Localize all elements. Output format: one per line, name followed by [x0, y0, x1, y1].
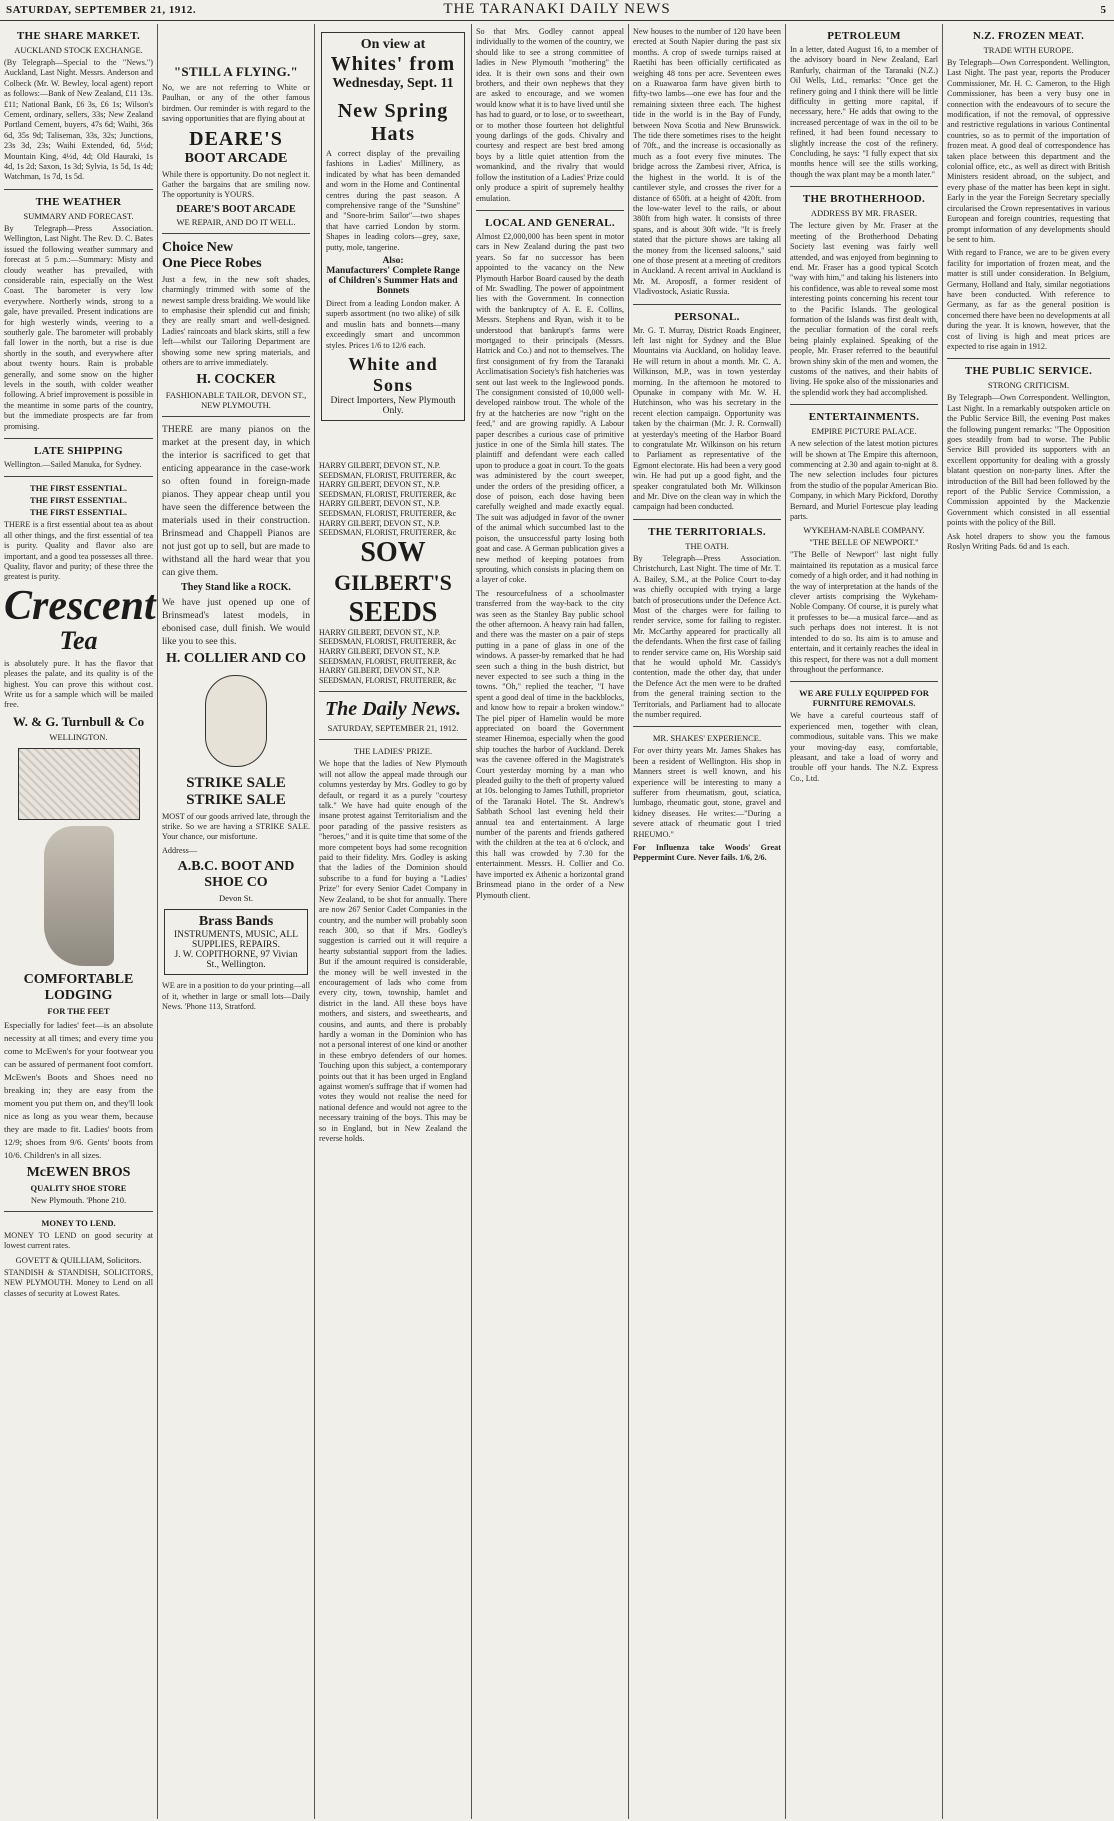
abc-address: Devon St. — [219, 893, 253, 904]
essential-line: THE FIRST ESSENTIAL. — [30, 483, 127, 494]
masthead — [0, 0, 1114, 21]
gilberts-label: GILBERT'S — [334, 569, 452, 595]
mcewen-address: New Plymouth. 'Phone 210. — [30, 1194, 127, 1205]
hats-line-2: Hats — [371, 123, 415, 145]
news-notes-text: New houses to the number of 120 have been erected at South Napier during the past six months. A crop of swede turnips raised at Raetihi has been officially certificated as weighing 48 tons per acre. Seventeen ewes on a Ruawaroa farm have given birth to fifty-two lambs—one ewe has four and the remaining sixteen three each. The highest tide in the world is in the Bay of Fundy, between Nova Scotia and New Brunswick. The tide there sometimes rises to the height of 70ft., and the increase is occasionally as much as a foot every five minutes. The bridge across the Zambesi river, Africa, is the highest in the world. It is of the cantilever style, and crosses the river for a distance of 650ft. at a height of 420ft. from the low-water level to the rails, or about 380ft from high water. It consists of three spans, and is about 30ft wide. "It is freely stated that the picture shows are taking all the money from the licensed saloons," said one of those present at a meeting of creditors in Auckland. A recent arrival in Auckland is Mr. M. Aroposff, a former resident of Vladivostock, Asiatic Russia. — [633, 27, 781, 297]
column-4 — [472, 24, 628, 1819]
also-text: Manufacturers' Complete Range of Children's Summer Hats and Bonnets — [326, 266, 460, 297]
weather-text: By Telegraph—Press Association. Wellington, Last Night. The Rev. D. C. Bates issued the following weather summary and forecast at 5 p.m.:—Summary: Misty and cloudy weather has prevailed, with considerable rain, especially on the West Coast. The barometer is very low everywhere. Northerly winds, strong to a gale, have prevailed. Present indications are for high westerly winds, veering to a southerly gale. The barometer will probably fall lower in the north, but a rise is due shortly in the south, and everywhere after about twenty hours. Rain is probable generally, and some snow on the higher levels in the south, with colder weather following. A brief improvement is possible in the meantime in some parts of the country, but the immediate prospects are far from promising. — [4, 223, 153, 431]
money-text: MONEY TO LEND on good security at lowest current rates. — [4, 1230, 153, 1251]
white-sons-name: White and Sons — [348, 354, 438, 396]
issue-date: SATURDAY, SEPTEMBER 21, 1912. — [6, 4, 197, 16]
strike-heading-2: STRIKE SALE — [186, 791, 286, 808]
cocker-name: H. COCKER — [196, 371, 276, 387]
weather-subheading: SUMMARY AND FORECAST. — [23, 210, 134, 221]
petroleum-text: In a letter, dated August 16, to a member of the advisory board in New Zealand, Earl Ranfurly, chairman of the Taranaki (N.Z.) Oil Wells, Ltd., remarks: "Once get the refinery going and I think there will be little difficulty in getting more capital, if necessary, here." He adds that owing to the increased percentage of wax in the oil to be refined, it had been found necessary to slightly increase the cost of the refinery. Concluding, he says: "I fully expect that six months hence will see the stills working, though the wax plant may be a month later." — [790, 45, 938, 179]
frozen-meat-subheading: TRADE WITH EUROPE. — [983, 45, 1074, 55]
brass-firm: J. W. COPITHORNE, 97 Vivian St., Wellington. — [174, 950, 298, 971]
essential-text: THERE is a first essential about tea as about all other things, and the first essential of tea is purity. Quality and flavor also are important, and a good tea possesses all three. Quality, flavor and purity; of these three the greatest is purity. — [4, 520, 153, 582]
oath-subheading: THE OATH. — [685, 540, 729, 551]
pianos-text: THERE are many pianos on the market at the present day, in which the interior is sacrificed to get that enticing appearance in the case-work so often found in foreign-made pianos. They appear cheap until you have seen the difference between the materials used in their construction. Brinsmead and Chappell Pianos are not just got up to sell, but are made to withstand all the hard wear that you can give them. — [162, 423, 310, 578]
newport-text: "The Belle of Newport" last night fully maintained its reputation as a musical farce comedy of a high order, and it had nothing in the way of interpretation at the hands of the clever artists comprising the Wykeham-Noble Company. Of course, it is purely what it professes to be—a musical farce—and as such perhaps does not interest. It is not intended to do so. Its aim is to amuse and entertain, and it certainly reaches the ideal in this respect, for there was not a dull moment throughout the performance. — [790, 550, 938, 674]
column-3 — [315, 24, 471, 1819]
newport-subheading: "THE BELLE OF NEWPORT." — [809, 537, 919, 548]
also-text-2: Direct from a leading London maker. A superb assortment (no two alike) of silk and muslin hats and bonnets—many exceedingly smart and uncommon styles. Prices 1/6 to 12/6 each. — [326, 299, 460, 350]
personal-text: Mr. G. T. Murray, District Roads Engineer, left last night for Sydney and the Blue Mountains via Auckland, on holiday leave. He will return in about a month. Mr. C. A. Wilkinson, M.P., was in town yesterday morning. In the afternoon he motored to Opunake in company with Mr. W. H. Hutchinson, who was his secretary in the recent election campaign. Opportunity was taken by the chairman (Mr. J. R. Cornwall) at yesterday's meeting of the Harbor Board to congratulate Mr. Wilkinson on his return to Parliament as representative of the Egmont electorate. His had been a very good win. He had put up a good fight, and the speaker congratulated both Mr. Wilkinson and Mr. Dive on the clean way in which the campaign had been conducted. — [633, 325, 781, 512]
entertainments-heading: ENTERTAINMENTS. — [808, 411, 920, 424]
column-7 — [943, 24, 1114, 1819]
deare-heading: DEARE'S — [189, 127, 283, 150]
public-service-subheading: STRONG CRITICISM. — [987, 380, 1070, 391]
column-6 — [786, 24, 942, 1819]
strike-heading-1: STRIKE SALE — [186, 774, 286, 791]
brotherhood-text: The lecture given by Mr. Fraser at the meeting of the Brotherhood Debating Society last evening was fairly well attended, and was enjoyed from beginning to end. Mr. Fraser has a good typical Scotch "way with him," and taking his listeners into his confidence, was able to reveal some most interesting points concerning his recent tour to the Pacific Islands. The geological formation of the Islands was first dealt with, the peculiar formation of the coral reefs being plainly explained. Speaking of the people, Mr. Fraser referred to the beautiful brown shiny skin of the men and women, the customs of the natives, and their habits of living. He spoke also of the missionaries and the splendid work they had accomplished. — [790, 221, 938, 397]
shakes-text: For over thirty years Mr. James Shakes has been a resident of Wellington. His shop in Manners street is well known, and his experience will be interesting to many a sufferer from rheumatism, gout, sciatica, lumbago, rheumatic gout, stone, gravel and kidney diseases. He writes:—"During a severe attack of rheumatic gout I tried RHEUMO." — [633, 746, 781, 839]
influenza-ad: For Influenza take Woods' Great Peppermint Cure. Never fails. 1/6, 2/6. — [633, 843, 781, 863]
strike-text: MOST of our goods arrived late, through the strike. So we are having a STRIKE SALE. Your chance, our misfortune. — [162, 811, 310, 842]
crescent-wordmark: Crescent — [4, 582, 156, 629]
brass-heading: Brass Bands — [198, 914, 274, 930]
lodging-line-3: FOR THE FEET — [47, 1005, 110, 1016]
robes-line-1: Choice New — [162, 239, 234, 255]
view-line-3: Wednesday, Sept. 11 — [332, 76, 454, 91]
mcewen-name: McEWEN BROS — [26, 1164, 131, 1180]
cocker-subtitle: FASHIONABLE TAILOR, DEVON ST., NEW PLYMOUTH. — [165, 389, 307, 410]
deare-text: While there is opportunity. Do not neglect it. Gather the bargains that are smiling now. The opportunity is YOURS. — [162, 169, 310, 200]
personal-heading: PERSONAL. — [674, 310, 740, 323]
local-general-text: Almost £2,000,000 has been spent in motor cars in New Zealand during the past two years. So far no successor has been appointed to the vacancy on the New Plymouth Harbor Board caused by the death of Mr. Swadling. The power of appointment lies with the Government. In connection with the bankruptcy of A. E. E. Collins, Messrs. Stephens and Ryan, wish it to be understood that bankrupt's farms were mortgaged to their principals (Messrs. Hatrick and Co.) and not to themselves. The first consignment of fry from the Taranaki Acclimatisation Society's fish hatcheries was sent out last week to the Inglewood ponds. The consignment consisted of 10,000 well-developed rainbow trout. The whole of the fry at the hatcheries are now "right on the feed," and are growing rapidly. A Labour paper describes a curious case of primitive justice in one of the Simla hill states. The plaintiff and defendant were each called upon to produce a goat in court. To the goats was administered by the court sweeper, under the orders of the presiding officer, a dose of poison, each dose having been carefully weighed and made exactly equal. The suit was adjudged in favor of the owner of the animal which succumbed last to the poison, the unsuccessful party losing both goat and case. A German publication gives a new method of keeping potatoes from sprouting, which consists in placing them on a layer of coke. — [476, 231, 624, 585]
deare-repeat: DEARE'S BOOT ARCADE — [176, 203, 296, 215]
harry-line: HARRY GILBERT, DEVON ST., N.P. SEEDSMAN, FLORIST, FRUITERER, &c — [319, 666, 457, 685]
harry-line: HARRY GILBERT, DEVON ST., N.P. SEEDSMAN, FLORIST, FRUITERER, &c — [319, 518, 457, 538]
also-heading: Also: — [382, 256, 404, 267]
deare-repair: WE REPAIR, AND DO IT WELL. — [176, 216, 296, 227]
brass-band-ad — [164, 909, 308, 975]
daily-news-date: SATURDAY, SEPTEMBER 21, 1912. — [327, 723, 459, 734]
public-service-heading: THE PUBLIC SERVICE. — [964, 365, 1093, 378]
column-5 — [629, 24, 785, 1819]
arcade-heading: BOOT ARCADE — [184, 150, 288, 166]
harry-line: HARRY GILBERT, DEVON ST., N.P. SEEDSMAN, FLORIST, FRUITERER, &c — [319, 499, 457, 519]
column-1 — [0, 24, 157, 1819]
tea-wordmark: Tea — [59, 625, 98, 655]
money-heading: MONEY TO LEND. — [41, 1217, 116, 1228]
shipping-heading: LATE SHIPPING — [34, 445, 123, 457]
crescent-text: is absolutely pure. It has the flavor that pleases the palate, and its quality is of the highest. You can prove this without cost. Write us for a sample which will be mailed free. — [4, 658, 153, 710]
money-firm: GOVETT & QUILLIAM, Solicitors. — [15, 1254, 142, 1265]
abc-name: A.B.C. BOOT AND SHOE CO — [177, 859, 295, 891]
removals-text: We have a careful courteous staff of experienced men, together with clean, commodious, suitable vans. This we make your moving-day easy, comfortable, pleasant, and take a load of worry and trouble off your hands. The N.Z. Express Co., Ltd. — [790, 711, 938, 783]
pianos-text-2: We have just opened up one of Brinsmead's latest models, in ebonised case, dull finish. We would like you to see this. — [162, 596, 310, 647]
gilbert-ad — [319, 461, 467, 685]
prize-text: We hope that the ladies of New Plymouth will not allow the appeal made through our columns yesterday by Mrs. Godley to go by default, or regard it as a purely "courtesy talk." We have had quite enough of the insane protest against Territorialism and the poor parading of the passive resisters as "heroes," and it is quite time that some of the more competent boys had some recognition paid to their fidelity. Mrs. Godley is asking that the ladies of the Dominion should subscribe to a fund for buying a "Ladies' Prize" for every Senior Cadet Company in New Zealand, to be shot for annually. There are now 267 Senior Cadet Companies in the country, and the number will probably soon reach 300, so that if Mrs. Godley's suggestion is carried out it will require a hearty substantial support from the ladies. But if the amount required is considerable, the money will be well invested in the encouragement of lads who come from every city, town, township, hamlet and district in the land. All these boys have mothers, and sisters, and sweethearts, and cousins, and aunts, and there is probably hardly a woman in the Dominion who has not a personal interest of one kind or another in these embryo defenders of our homes. Touching upon this subject, a contemporary points out that it has been urged in England against women's suffrage that if women had votes they would not realise the need for national defence and would not agree to the necessary training of the boys. This may be so in England, but in New Zealand the reverse holds. — [319, 759, 467, 1144]
removals-heading: WE ARE FULLY EQUIPPED FOR FURNITURE REMOVALS. — [799, 688, 929, 709]
wykeham-subheading: WYKEHAM-NABLE COMPANY. — [803, 525, 925, 536]
robes-text: Just a few, in the new soft shades, charmingly trimmed with some of the newest sample dress braiding. We would like to emphasise their splendid cut and finish; they are really smart and well-designed. Ladies' raincoats and black skirts, still a few left—whilst our Tailoring Department are showing some new spring materials, and others are to arrive immediately. — [162, 274, 310, 368]
view-line-2: Whites' from — [330, 53, 456, 75]
flying-text: No, we are not referring to White or Paulhan, or any of the other famous birdmen. Our reminder is with regard to the saving opportunities that are flying about at — [162, 83, 310, 124]
harry-line: HARRY GILBERT, DEVON ST., N.P. SEEDSMAN, FLORIST, FRUITERER, &c — [319, 647, 457, 666]
godley-text: So that Mrs. Godley cannot appeal individually to the women of the country, we should like to see a strong committee of ladies in New Plymouth "mothering" the idea. It is their own sons and their own brothers, and their own nephews that they are asked to encourage, and we women would know what it is to have lived until she has had to guard, or to lose, or to sweetheart, or to mother those fourteen hot delightful young darlings of the gods. Chivalry and courtesy and respect are best bred among boys by a little quiet attention from the womankind, and the rivalry that would follow the institution of a Ladies' Prize could only produce a spirit of supremely healthy emulation. — [476, 27, 624, 203]
robes-line-2: One Piece Robes — [162, 255, 262, 271]
column-2 — [158, 24, 314, 1819]
view-line-1: On view at — [360, 37, 426, 52]
newspaper-title: THE TARANAKI DAILY NEWS — [443, 1, 671, 17]
rock-line: They Stand like a ROCK. — [181, 581, 291, 593]
daily-news-masthead: The Daily News. — [324, 698, 462, 721]
territorials-text: By Telegraph—Press Association. Christchurch, Last Night. The time of Mr. T. A. Bailey, S.M., at the Police Court to-day was chiefly occupied with trying a large batch of prosecutions under the Defence Act. Most of the charges were for failing to render service, some for failing to register. Mr. McCarthy appeared for practically all the defendants. When the first case of failing to render service came on, His Worship said that he would uphold Mr. Cassidy's contention, made the other day, that under the Defence Act the men were to be drafted from the general training section to the Territorials, and Parliament had to allocate the number required. — [633, 553, 781, 719]
turnbull-name: W. & G. Turnbull & Co — [12, 713, 145, 729]
empire-subheading: EMPIRE PICTURE PALACE. — [811, 426, 917, 437]
boy-illustration — [205, 675, 267, 767]
standish-text: STANDISH & STANDISH, SOLICITORS, NEW PLYMOUTH. Money to Lend on all classes of security at Lowest Rates. — [4, 1267, 153, 1298]
hats-text: A correct display of the prevailing fashions in Ladies' Millinery, as indicated by what has been demanded and worn in the Home and Continental centres during the past season. A comprehensive range of the "Sunshine" and "Snore-brim Sailor"—two shapes that have carried London by storm. Shapes in leading colors—grey, saxe, putty, mole, tangerine. — [326, 149, 460, 252]
territorials-heading: THE TERRITORIALS. — [648, 525, 766, 538]
collier-name: H. COLLIER AND CO — [165, 650, 307, 666]
brotherhood-heading: THE BROTHERHOOD. — [802, 193, 926, 206]
flying-heading: "STILL A FLYING." — [173, 64, 299, 79]
page-number: 5 — [1100, 4, 1106, 16]
white-sons-subtitle: Direct Importers, New Plymouth Only. — [330, 396, 456, 417]
lodging-line-1: COMFORTABLE — [23, 971, 134, 987]
lodging-text: Especially for ladies' feet—is an absolute necessity at all times; and every time you come to McEwen's for your footwear you can be assured of permanent foot comfort. McEwen's Boots and Shoes need no breaking in; they are easy from the moment you put them on, and they'll look nice as long as you wear them, because they are made to fit. Ladies' boots from 12/9; shoes from 9/6. Gents' boots from 10/6. Children's in all sizes. — [4, 1019, 153, 1160]
printing-text: WE are in a position to do your printing—all of it, whether in large or small lots—Daily News. 'Phone 113, Stratford. — [162, 981, 310, 1011]
weather-heading: THE WEATHER — [35, 195, 122, 208]
harry-line: HARRY GILBERT, DEVON ST., N.P. SEEDSMAN, FLORIST, FRUITERER, &c — [319, 627, 457, 647]
harry-line: HARRY GILBERT, DEVON ST., N.P. SEEDSMAN, FLORIST, FRUITERER, &c — [319, 480, 457, 499]
crescent-tea-logo — [4, 582, 156, 656]
brass-subtitle: INSTRUMENTS, MUSIC, ALL SUPPLIES, REPAIRS. — [173, 930, 299, 951]
frozen-meat-text-2: With regard to France, we are to be given every facility for importation of frozen meat, and the matter is still under consideration. In Belgium, Germany, Holland and Italy, similar negotiations have been conducted. With reference to Germany, as far as the general position is concerned there have been no developments at all during the year. It is known, however, that the cost of living is high and meat prices are expected to rise again in 1912. — [947, 248, 1110, 351]
prize-heading: THE LADIES' PRIZE. — [353, 746, 433, 757]
lodging-line-2: LODGING — [44, 987, 113, 1003]
share-market-text: (By Telegraph—Special to the "News.") Auckland, Last Night. Messrs. Anderson and Colbeck (Mr. W. Bewley, local agent) report as follows:—Bank of New Zealand, £11 13s. £11; National Bank, £6 3s, £6 1s; Wilson's Cement, ordinary, sellers, 33s; New Zealand Portland Cement, buyers, 47s 6d; Waihi, 36s 6d, 35s 9d; Taliseman, 33s, 32s; Junctions, 23s 3d, 23s; Waihi Extended, 6d, 5½d; Mountain King, 4½d, 4d; Old Hauraki, 1s 4d, 1s 2d; Saxon, 1s 3d; Sylvia, 1s 5d, 1s 4d; Watchman, 1s 7d, 1s 5d. — [4, 58, 153, 182]
empire-text: A new selection of the latest motion pictures will be shown at The Empire this afternoon, commencing at 2.30 and again to-night at 8. The new selection includes four pictures from the studio of the popular American Bio. Company, in which Mary Pickford, Dorothy Bernard, and Muriel Fortescue play leading parts. — [790, 439, 938, 522]
tea-packet-illustration — [18, 748, 140, 820]
local-general-heading: LOCAL AND GENERAL. — [485, 216, 615, 229]
mcewen-subtitle: QUALITY SHOE STORE — [30, 1182, 127, 1193]
turnbull-city: WELLINGTON. — [49, 731, 108, 742]
hats-line-1: New Spring — [337, 100, 449, 122]
shakes-heading: MR. SHAKES' EXPERIENCE. — [652, 733, 762, 744]
share-market-subheading: AUCKLAND STOCK EXCHANGE. — [14, 45, 143, 55]
sow-label: SOW — [360, 536, 426, 568]
petroleum-heading: PETROLEUM — [827, 30, 901, 42]
frozen-meat-heading: N.Z. FROZEN MEAT. — [972, 30, 1085, 42]
writing-pads-ad: Ask hotel drapers to show you the famous Roslyn Writing Pads. 6d and 1s each. — [947, 531, 1110, 552]
frozen-meat-text: By Telegraph—Own Correspondent. Wellington, Last Night. The past year, reports the Producer Commissioner, Mr. H. C. Cameron, to the High Commissioner, has been a very busy one in connection with the endeavours of to secure the modification, if not the removal, of oppressive and restrictive regulations in various Continental countries, so as to permit of the importation of frozen meat. A good deal of correspondence has taken place between this department and the colonial office, etc., as well as direct with British Ministers resident abroad, on the subject, and every phase of the matter has been kept in sight. Early in the year the Foreign Secretary specially circularised the Crown representatives in various European and foreign countries, requesting that prompt information of any developments should be sent to him. — [947, 58, 1110, 244]
seeds-label: SEEDS — [348, 596, 438, 628]
harry-line: HARRY GILBERT, DEVON ST., N.P. SEEDSMAN, FLORIST, FRUITERER, &c — [319, 461, 457, 480]
boot-illustration — [44, 826, 114, 966]
share-market-heading: THE SHARE MARKET. — [16, 30, 141, 42]
whites-ad — [321, 32, 465, 421]
essential-line: THE FIRST ESSENTIAL. — [30, 507, 127, 518]
public-service-text: By Telegraph—Own Correspondent. Wellington, Last Night. In a remarkably outspoken article on the Public Service Bill, the evening Post makes the following pungent remarks: "The Opposition goes steadily from bad to worse. The Public Service Bill provided its supporters with an excellent opportunity for dealing with a grossly blatant question on non-party lines. After the introduction of the Bill had been followed by the report of the Public Service Commission, a Commission appointed by the Mackenzie Government which consisted in all essential points with the policy of the Bill. — [947, 393, 1110, 528]
brotherhood-subheading: ADDRESS BY MR. FRASER. — [810, 208, 918, 219]
strike-address: Address— — [162, 845, 198, 855]
shipping-text: Wellington.—Sailed Manuka, for Sydney. — [4, 460, 142, 469]
local-general-text-2: The resourcefulness of a schoolmaster transferred from the way-back to the city was seen as the Stanley Bay public school the other afternoon. A heavy rain had fallen, and there was the master on a pair of steps putting in a pane of glass in one of the windows. A passer-by remarked that he had seen such a thing in the bush district, but never expected to see such a thing in the towns. "Oh," replied the teacher, "I have spent a good deal of time in the backblocks, and know how to repair a broken window." The piel piper of Hamelin would be more appreciated on board the Government steamer Hinemoa, especially when the good ship touches the harbor of Auckland. Derek was the cavenee offered in the Magistrate's Court yesterday morning by a man who pleaded guilty to the theft of property valued at 10s. belonging to James Tuthill, proprietor of the Taranaki Hotel. The St. Andrew's Sabbath School last evening held their annual tea and entertainment. A large number of the parents and friends gathered with the children at the tea at 6 o'clock, and this hall was crowded by 7.30 for the entertainment. Messrs. H. Collier and Co. have imported ex Athenic a horizontal grand Brinsmead piano in the order of a New Plymouth client. — [476, 588, 624, 900]
essential-line: THE FIRST ESSENTIAL. — [30, 495, 127, 506]
